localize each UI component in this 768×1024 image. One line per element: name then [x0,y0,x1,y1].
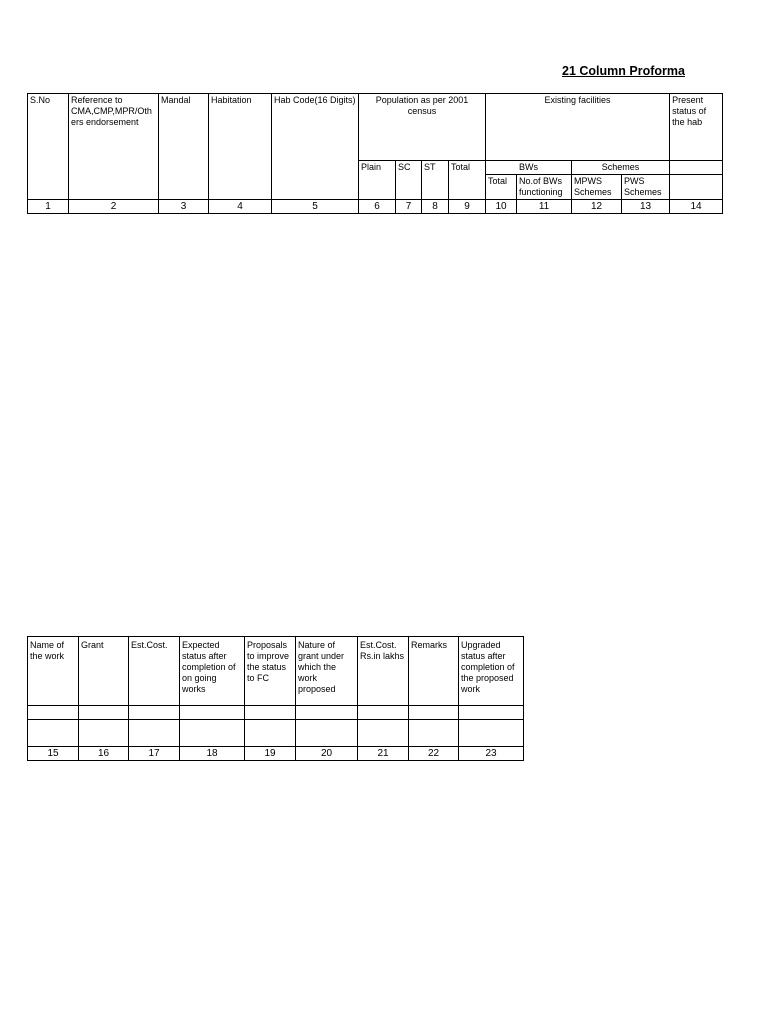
column-number: 15 [28,747,79,761]
header-total: Total [449,161,486,200]
empty-cell [358,706,409,720]
column-number: 1 [28,200,69,214]
column-number: 2 [69,200,159,214]
proforma-table-2 [27,636,524,761]
header-nature-of-grant: Nature of grant under which the work proposed [296,637,358,706]
header-est-cost: Est.Cost. [129,637,180,706]
column-number: 11 [517,200,572,214]
column-number: 9 [449,200,486,214]
page-title: 21 Column Proforma [562,64,685,78]
header-habitation: Habitation [209,94,272,200]
header-present-status-blank [670,175,723,200]
header-mandal: Mandal [159,94,209,200]
empty-cell [28,706,79,720]
header-present-status: Present status of the hab [670,94,723,161]
column-number: 22 [409,747,459,761]
column-number: 20 [296,747,358,761]
column-number: 18 [180,747,245,761]
header-hab-code: Hab Code(16 Digits) [272,94,359,200]
column-number: 17 [129,747,180,761]
empty-cell [79,706,129,720]
header-name-of-work: Name of the work [28,637,79,706]
column-number: 16 [79,747,129,761]
header-bws-total: Total [486,175,517,200]
header-est-cost-lakhs: Est.Cost. Rs.in lakhs [358,637,409,706]
column-number: 8 [422,200,449,214]
empty-cell [358,720,409,747]
header-mpws-schemes: MPWS Schemes [572,175,622,200]
column-number: 6 [359,200,396,214]
empty-cell [459,720,524,747]
column-number: 4 [209,200,272,214]
header-remarks: Remarks [409,637,459,706]
empty-cell [409,720,459,747]
empty-cell [129,720,180,747]
header-expected-status: Expected status after completion of on going works [180,637,245,706]
header-schemes: Schemes [572,161,670,175]
column-number: 14 [670,200,723,214]
empty-cell [245,706,296,720]
empty-cell [245,720,296,747]
header-reference: Reference to CMA,CMP,MPR/Others endorsement [69,94,159,200]
empty-cell [180,706,245,720]
column-number: 23 [459,747,524,761]
header-present-status-spacer [670,161,723,175]
header-upgraded-status: Upgraded status after completion of the proposed work [459,637,524,706]
column-number: 19 [245,747,296,761]
header-sc: SC [396,161,422,200]
empty-cell [129,706,180,720]
header-sno: S.No [28,94,69,200]
empty-cell [296,706,358,720]
column-number: 12 [572,200,622,214]
column-number: 3 [159,200,209,214]
column-number: 21 [358,747,409,761]
empty-cell [296,720,358,747]
header-bws-functioning: No.of BWs functioning [517,175,572,200]
column-number: 13 [622,200,670,214]
header-grant: Grant [79,637,129,706]
header-bws: BWs [486,161,572,175]
empty-cell [79,720,129,747]
column-number: 10 [486,200,517,214]
empty-cell [28,720,79,747]
column-number: 7 [396,200,422,214]
empty-cell [409,706,459,720]
header-proposals: Proposals to improve the status to FC [245,637,296,706]
header-population: Population as per 2001 census [359,94,486,161]
header-st: ST [422,161,449,200]
empty-cell [180,720,245,747]
header-pws-schemes: PWS Schemes [622,175,670,200]
proforma-table-1 [27,93,723,214]
header-existing-facilities: Existing facilities [486,94,670,161]
header-plain: Plain [359,161,396,200]
empty-cell [459,706,524,720]
column-number: 5 [272,200,359,214]
